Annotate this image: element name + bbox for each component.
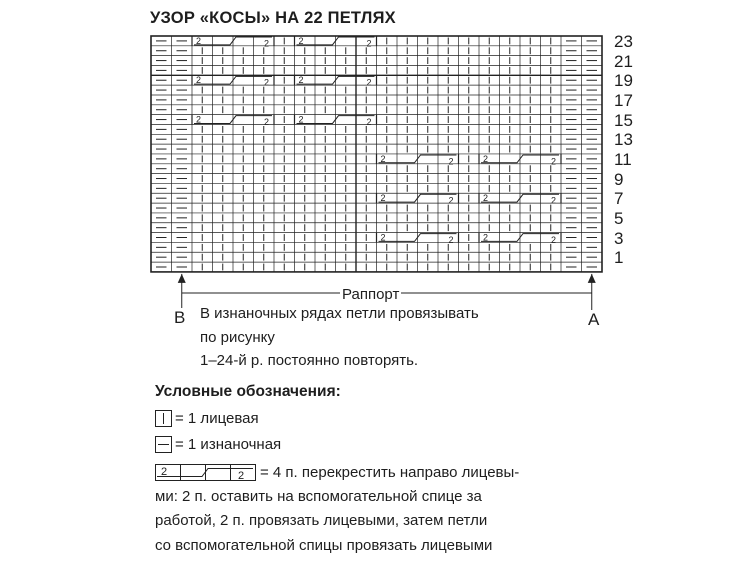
row-number-label: 11 bbox=[614, 149, 632, 169]
legend-cable-row bbox=[155, 464, 519, 481]
legend-knit-text: = 1 лицевая bbox=[175, 410, 259, 427]
purl-symbol-icon bbox=[155, 436, 172, 453]
marker-b-label: B bbox=[174, 308, 186, 327]
legend-purl-row bbox=[155, 436, 281, 453]
row-number-label: 9 bbox=[614, 169, 624, 189]
cable-number-right: 2 bbox=[264, 77, 270, 88]
cable-number-left: 2 bbox=[483, 232, 489, 243]
legend-title: Условные обозначения: bbox=[155, 383, 341, 400]
cable-number-right: 2 bbox=[366, 77, 372, 88]
cable-number-right: 2 bbox=[264, 38, 270, 49]
cable-number-right: 2 bbox=[448, 156, 454, 167]
cable-number-left: 2 bbox=[196, 114, 202, 125]
row-number-label: 13 bbox=[614, 130, 633, 150]
instruction-line-1: В изнаночных рядах петли провязывать bbox=[200, 305, 479, 322]
legend-cable-text-4: со вспомогательной спицы провязать лицевыми bbox=[155, 537, 493, 554]
row-number-label: 5 bbox=[614, 208, 624, 228]
legend-purl-text: = 1 изнаночная bbox=[175, 436, 282, 453]
row-number-label: 15 bbox=[614, 110, 633, 130]
instruction-line-3: 1–24-й р. постоянно повторять. bbox=[200, 352, 419, 369]
marker-a-arrowhead-icon bbox=[588, 274, 596, 283]
cable-number-right: 2 bbox=[264, 116, 270, 127]
legend-knit-row bbox=[155, 410, 259, 427]
cable-number-right: 2 bbox=[551, 156, 557, 167]
cable-number-left: 2 bbox=[483, 153, 489, 164]
chart-title: УЗОР «КОСЫ» НА 22 ПЕТЛЯХ bbox=[150, 9, 396, 27]
cable-number-right: 2 bbox=[448, 234, 454, 245]
cable-number-left: 2 bbox=[196, 75, 202, 86]
marker-b-arrowhead-icon bbox=[178, 274, 186, 283]
cable-number-left: 2 bbox=[380, 193, 386, 204]
row-number-label: 1 bbox=[614, 248, 624, 268]
cable-symbol-right-number: 2 bbox=[238, 470, 245, 481]
cable-number-left: 2 bbox=[380, 153, 386, 164]
marker-a-label: A bbox=[588, 310, 600, 329]
cable-number-left: 2 bbox=[298, 75, 304, 86]
rapport-label: Раппорт bbox=[342, 286, 400, 303]
cable-number-left: 2 bbox=[298, 114, 304, 125]
cable-number-right: 2 bbox=[366, 116, 372, 127]
cable-number-right: 2 bbox=[366, 38, 372, 49]
cable-symbol-icon bbox=[155, 464, 257, 481]
instruction-line-2: по рисунку bbox=[200, 329, 275, 346]
cable-number-right: 2 bbox=[551, 195, 557, 206]
cable-number-left: 2 bbox=[380, 232, 386, 243]
cable-number-left: 2 bbox=[483, 193, 489, 204]
cable-number-right: 2 bbox=[551, 234, 557, 245]
row-number-label: 19 bbox=[614, 71, 633, 91]
row-number-label: 17 bbox=[614, 90, 633, 110]
legend-cable-text-2: ми: 2 п. оставить на вспомогательной спице за bbox=[155, 488, 482, 505]
row-number-label: 3 bbox=[614, 228, 624, 248]
cable-symbol-left-number: 2 bbox=[161, 466, 168, 478]
legend-cable-text-3: работой, 2 п. провязать лицевыми, затем петли bbox=[155, 512, 488, 529]
knit-symbol-icon bbox=[155, 410, 172, 427]
cable-number-left: 2 bbox=[298, 35, 304, 46]
row-number-label: 7 bbox=[614, 189, 624, 209]
cable-number-left: 2 bbox=[196, 35, 202, 46]
legend-cable-text-1: = 4 п. перекрестить направо лицевы- bbox=[260, 464, 520, 481]
cable-number-right: 2 bbox=[448, 195, 454, 206]
row-number-label: 23 bbox=[614, 31, 633, 51]
row-number-label: 21 bbox=[614, 51, 633, 71]
